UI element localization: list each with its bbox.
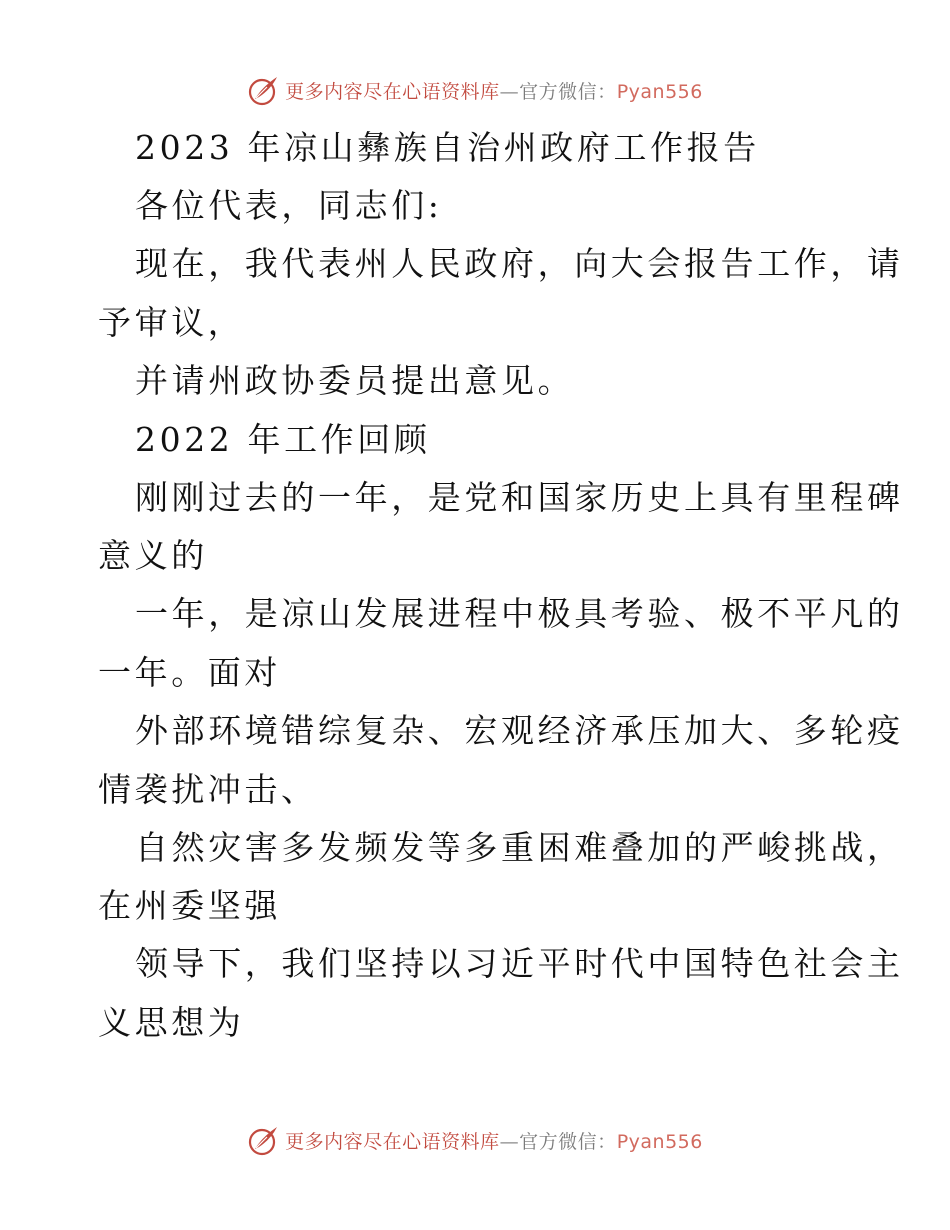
watermark-main: 更多内容尽在心语资料库: [285, 1130, 500, 1153]
paragraph-line: 外部环境错综复杂、宏观经济承压加大、多轮疫: [135, 711, 904, 750]
quill-logo-icon: [247, 73, 281, 107]
paragraph-line: 并请州政协委员提出意见。: [135, 361, 575, 400]
paragraph-line: 一年。面对: [98, 653, 281, 692]
quill-logo-icon: [247, 1123, 281, 1157]
watermark-wechat-id: Pyan556: [616, 80, 703, 103]
document-title: 2023 年凉山彝族自治州政府工作报告: [135, 128, 760, 167]
header-watermark: [0, 70, 950, 110]
watermark-main: 更多内容尽在心语资料库: [285, 80, 500, 103]
paragraph-line: 一年，是凉山发展进程中极具考验、极不平凡的: [135, 594, 904, 633]
paragraph-line: 予审议，: [98, 303, 245, 342]
paragraph-line: 刚刚过去的一年，是党和国家历史上具有里程碑: [135, 478, 904, 517]
section-heading: 2022 年工作回顾: [135, 420, 431, 459]
paragraph-line: 现在，我代表州人民政府，向大会报告工作，请: [135, 244, 904, 283]
footer-watermark: [0, 1120, 950, 1160]
paragraph-line: 领导下，我们坚持以习近平时代中国特色社会主: [135, 944, 904, 983]
paragraph-line: 在州委坚强: [98, 886, 281, 925]
paragraph-line: 意义的: [98, 536, 208, 575]
paragraph-line: 自然灾害多发频发等多重困难叠加的严峻挑战，: [135, 828, 904, 867]
paragraph-line: 情袭扰冲击、: [98, 770, 318, 809]
watermark-text: [285, 1127, 703, 1154]
paragraph-line: 各位代表，同志们:: [135, 186, 443, 225]
watermark-wechat-label: 官方微信：: [519, 80, 617, 103]
watermark-wechat-id: Pyan556: [616, 1130, 703, 1153]
watermark-wechat-label: 官方微信：: [519, 1130, 617, 1153]
watermark-dash: —: [499, 1130, 520, 1153]
paragraph-line: 义思想为: [98, 1003, 245, 1042]
watermark-dash: —: [499, 80, 520, 103]
watermark-text: [285, 77, 703, 104]
